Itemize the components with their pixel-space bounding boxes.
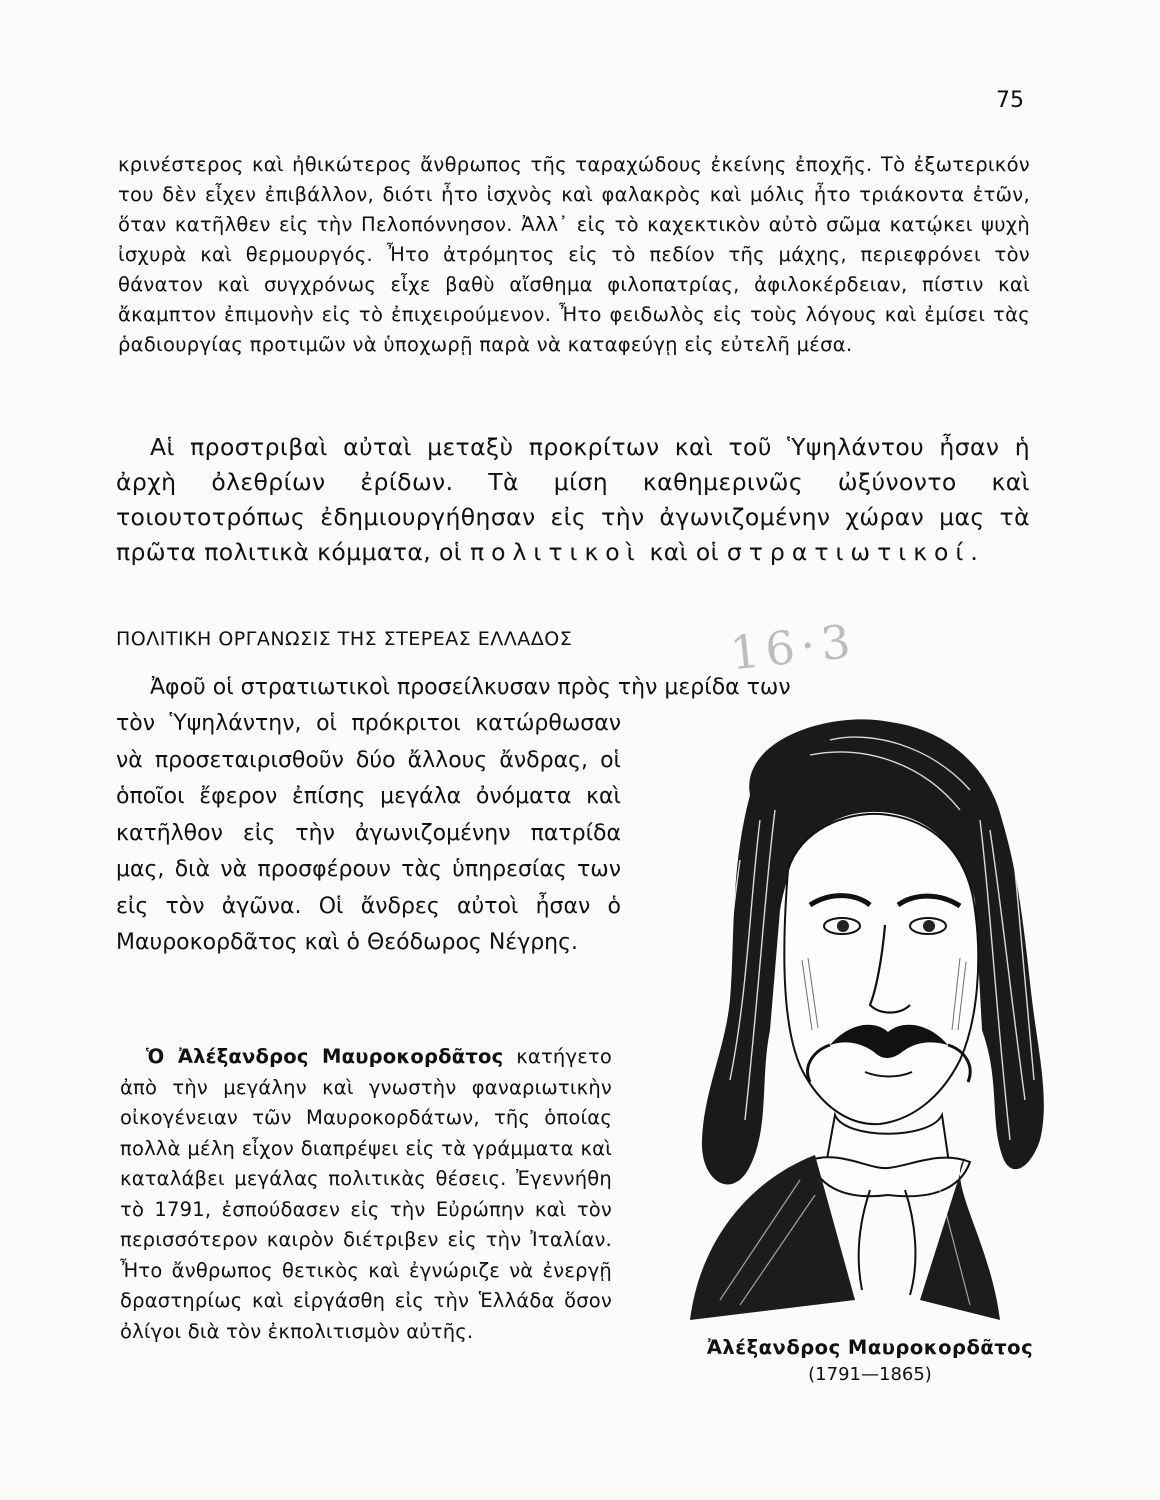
portrait-caption-years: (1791—1865) [808, 1364, 932, 1385]
factions-paragraph [116, 430, 1030, 570]
section-heading: ΠΟΛΙΤΙΚΗ ΟΡΓΑΝΩΣΙΣ ΤΗΣ ΣΤΕΡΕΑΣ ΕΛΛΑΔΟΣ [116, 628, 573, 650]
handwritten-note: 16·3 [727, 613, 859, 681]
organisation-paragraph: τὸν Ὑψηλάντην, οἱ πρόκριτοι κατώρθωσαν νὰ προσεταιρισθοῦν δύο ἄλλους ἄνδρας, οἱ ὁποῖοι ἔφερον ἐπίσης μεγάλα ὀνόματα καὶ κατῆλθον εἰς τὴν ἀγωνιζομένην πατρίδα μας, διὰ νὰ προσφέρουν τὰς ὑπηρεσίας των εἰς τὸν ἀγῶνα. Οἱ ἄνδρες αὐτοὶ ἦσαν ὁ Μαυροκορδᾶτος καὶ ὁ Θεόδωρος Νέγρης. [116, 711, 621, 955]
bio-paragraph [120, 1042, 612, 1347]
page-number: 75 [996, 88, 1024, 113]
portrait-caption-name: Ἀλέξανδρος Μαυροκορδᾶτος [706, 1336, 1034, 1359]
organisation-first-line: Ἀφοῦ οἱ στρατιωτικοὶ προσείλκυσαν πρὸς τὴν μερίδα των [150, 675, 791, 700]
bio-text: κατήγετο ἀπὸ τὴν μεγάλην καὶ γνωστὴν φαναριωτικὴν οἰκογένειαν τῶν Μαυροκορδάτων, τῆς ὁποίας πολλὰ μέλη εἶχον διαπρέψει εἰς τὰ γράμματα καὶ καταλάβει μεγάλας πολιτικὰς θέσεις. Ἐγεννήθη τὸ 1791, ἐσπούδασεν εἰς τὴν Εὐρώπην καὶ τὸν περισσότερον καιρὸν διέτριβεν εἰς τὴν Ἰταλίαν. Ἦτο ἄνθρωπος θετικὸς καὶ ἐγνώριζε νὰ ἐνεργῇ δραστηρίως καὶ εἰργάσθη εἰς τὴν Ἑλλάδα ὅσον ὀλίγοι διὰ τὸν ἐκπολιτισμὸν αὐτῆς. [120, 1045, 613, 1343]
faction-political: πολιτικοὶ [469, 538, 642, 566]
bio-name: Ὁ Ἀλέξανδρος Μαυροκορδᾶτος [146, 1045, 504, 1068]
intro-paragraph: κρινέστερος καὶ ἠθικώτερος ἄνθρωπος τῆς ταραχώδους ἐκείνης ἐποχῆς. Τὸ ἐξωτερικόν του δὲν εἶχεν ἐπιβάλλον, διότι ἦτο ἰσχνὸς καὶ φαλακρὸς καὶ μόλις ἦτο τριάκοντα ἐτῶν, ὅταν κατῆλθεν εἰς τὴν Πελοπόννησον. Ἀλλ᾽ εἰς τὸ καχεκτικὸν αὐτὸ σῶμα κατῴκει ψυχὴ ἰσχυρὰ καὶ θερμουργός. Ἦτο ἀτρόμητος εἰς τὸ πεδίον τῆς μάχης, περιεφρόνει τὸν θάνατον καὶ συγχρόνως εἶχε βαθὺ αἴσθημα φιλοπατρίας, ἀφιλοκέρδειαν, πίστιν καὶ ἄκαμπτον ἐπιμονὴν εἰς τὸ ἐπιχειρούμενον. Ἦτο φειδωλὸς εἰς τοὺς λόγους καὶ ἐμίσει τὰς ῥαδιουργίας προτιμῶν νὰ ὑποχωρῇ παρὰ νὰ καταφεύγῃ εἰς εὐτελῆ μέσα. [118, 153, 1030, 356]
portrait-image [630, 700, 1060, 1320]
engraved-portrait-icon [630, 700, 1060, 1320]
factions-text: Αἱ προστριβαὶ αὐταὶ μεταξὺ προκρίτων καὶ τοῦ Ὑψηλάντου ἦσαν ἡ ἀρχὴ ὀλεθρίων ἐρίδων. Τὰ μίση καθημερινῶς ὠξύνοντο καὶ τοιουτοτρόπως ἐδημιουργήθησαν εἰς τὴν ἀγωνιζομένην χώραν μας τὰ πρῶτα πολιτικὰ κόμματα, οἱ [116, 433, 1030, 566]
factions-connector: καὶ οἱ [649, 538, 719, 566]
faction-military: στρατιωτικοί. [726, 538, 985, 566]
